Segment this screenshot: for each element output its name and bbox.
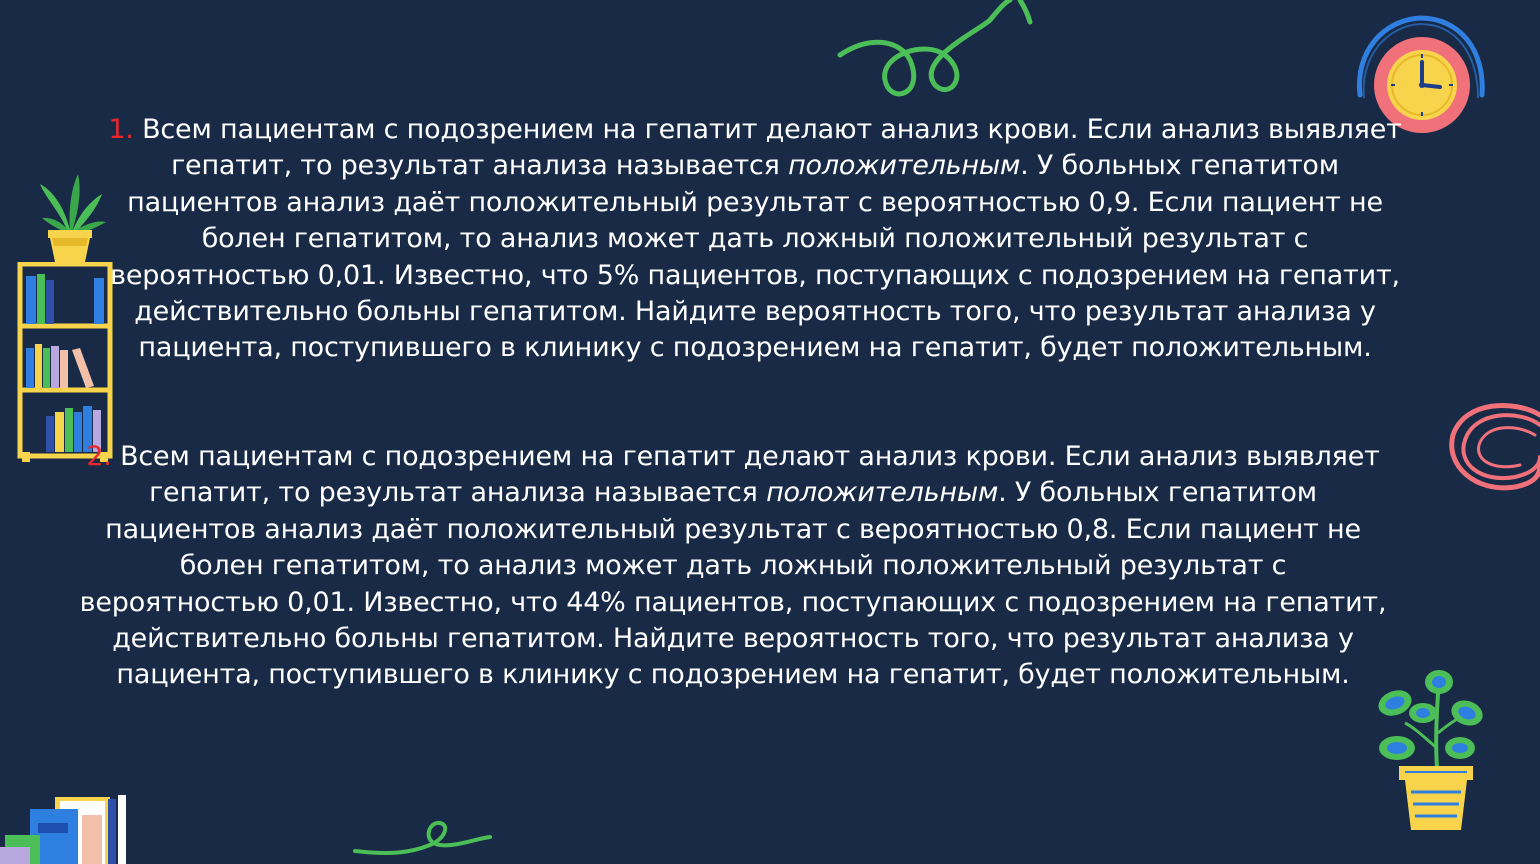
red-scribble-icon bbox=[1445, 395, 1540, 500]
potted-plant-icon bbox=[1375, 668, 1485, 833]
problem-1-text-after: . У больных гепатитом пациентов анализ даёт положительный результат с вероятностью 0,9. Если пациент не болен гепатитом, то анализ может дать ложный положительный результат с вероятностью 0,01. Известно, что 5% пациентов, поступающих с подозрением на гепатит, действительно больны гепатитом. Найдите вероятность того, что результат анализа у пациента, поступившего в клинику с подозрением на гепатит, будет положительным. bbox=[110, 150, 1400, 364]
problem-2-number: 2. bbox=[86, 441, 112, 472]
problem-1-number: 1. bbox=[108, 114, 134, 145]
problem-2-text-after: . У больных гепатитом пациентов анализ даёт положительный результат с вероятностью 0,8. Если пациент не болен гепатитом, то анализ может дать ложный положительный результат с вероятностью 0,01. Известно, что 44% пациентов, поступающих с подозрением на гепатит, действительно больны гепатитом. Найдите вероятность того, что результат анализа у пациента, поступившего в клинику с подозрением на гепатит, будет положительным. bbox=[79, 477, 1387, 691]
potted-plant-icon bbox=[30, 172, 110, 267]
problem-2-text bbox=[78, 439, 1388, 694]
green-squiggle-icon bbox=[830, 0, 1040, 110]
problem-1-emphasis: положительным bbox=[788, 150, 1021, 182]
problem-1-text-before: Всем пациентам с подозрением на гепатит делают анализ крови. Если анализ выявляет гепатит, то результат анализа называется bbox=[133, 114, 1402, 182]
book-stack-icon bbox=[0, 795, 130, 864]
problem-2-text-before: Всем пациентам с подозрением на гепатит делают анализ крови. Если анализ выявляет гепатит, то результат анализа называется bbox=[111, 441, 1380, 509]
problem-2-emphasis: положительным bbox=[766, 477, 999, 509]
green-squiggle-icon bbox=[350, 815, 495, 864]
problem-1-text bbox=[100, 112, 1410, 367]
